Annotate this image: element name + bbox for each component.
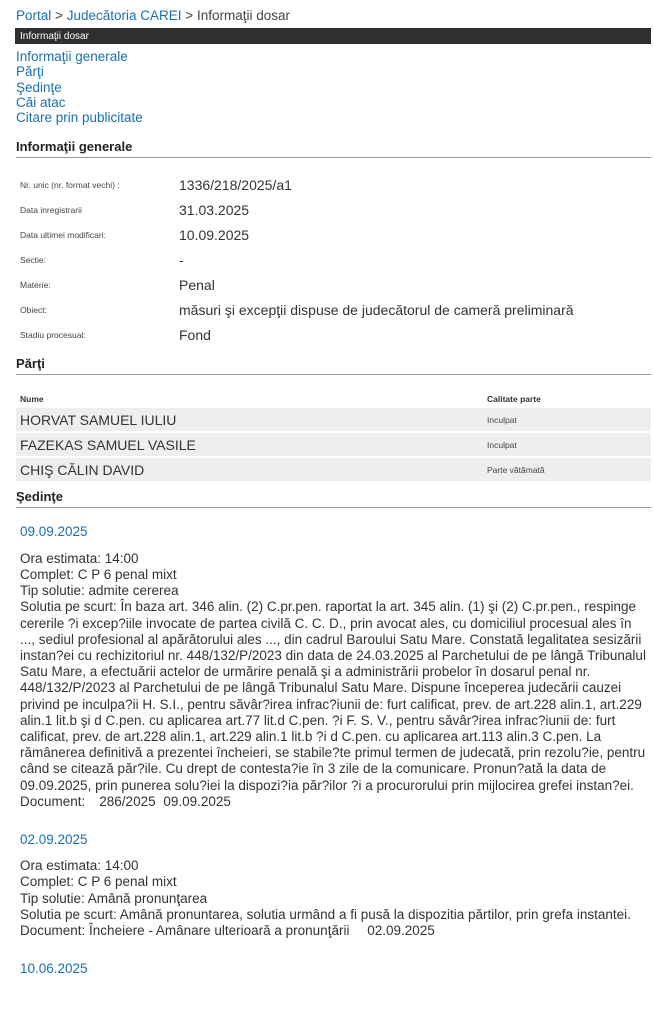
session-panel: Complet: C P 6 penal mixt [20,874,177,890]
info-row-last-modified [16,222,651,247]
session-summary: Solutia pe scurt: Amână pronuntarea, solutia urmând a fi pusă la dispozitia părtilor, prin grefa instantei. [20,906,631,922]
session-date: 10.06.2025 [20,961,88,977]
nav-link-public-summons[interactable]: Citare prin publicitate [16,110,143,126]
nav-link-sessions[interactable]: Şedinţe [16,79,62,95]
party-name: HORVAT SAMUEL IULIU [20,411,177,428]
info-label: Stadiu procesual: [20,329,86,340]
section-nav [16,49,651,125]
session-solution-type: Tip solutie: admite cererea [20,583,179,599]
nav-link-parties[interactable]: Părţi [16,64,44,80]
info-row-procedural-stage [16,322,651,347]
info-value: măsuri şi excepţii dispuse de judecătorul de cameră preliminară [179,301,574,318]
general-info-title: Informaţii generale [16,139,651,158]
table-row [16,408,651,431]
column-header-name: Nume [20,394,44,405]
party-quality: Inculpat [487,439,517,450]
session-entry [16,961,651,977]
info-value: Fond [179,326,211,343]
party-quality: Parte vătămată [487,464,545,475]
info-value: Penal [179,276,215,293]
table-row [16,458,651,481]
breadcrumb [16,0,651,28]
session-entry [16,832,651,939]
session-time: Ora estimata: 14:00 [20,550,139,566]
nav-link-appeals[interactable]: Căi atac [16,94,66,110]
breadcrumb-separator: > [185,8,194,23]
session-summary: Solutia pe scurt: În baza art. 346 alin. (2) C.pr.pen. raportat la art. 345 alin. (1) şi (2) C.pr.pen., respinge cererile ?i excep?iile invocate de partea civilă C. C. D., prin avocat ales, cu domiciliul procesual ales în ..., sediul profesional al apărătorului ales ..., din cadrul Baroului Satu Mare. Constată legalitatea sesizării instan?ei cu rechizitoriul nr. 448/132/P/2023 din data de 24.03.2025 al Parchetului de pe lângă Tribunalul Satu Mare, a efectuării actelor de urmărire penală şi a administrării probelor în dosarul penal nr. 448/132/P/2023 al Parchetului de pe lângă Tribunalul Satu Mare. Dispune începerea judecării cauzei privind pe inculpa?ii H. S.I., pentru săvâr?irea infrac?iunii de: furt calificat, prev. de art.228 alin.1, art.229 alin.1 lit.b şi d C.pen. cu aplicarea art.77 lit.d C.pen. ?i F. S. V., pentru săvâr?irea infrac?iunii de: furt calificat, prev. de art.228 alin.1, art.229 alin.1 lit.b ?i d C.pen. cu aplicarea art.113 alin.3 C.pen. La rămânerea definitivă a prezentei încheieri, se stabile?te primul termen de judecată, prin rezolu?ie, pentru când se citează păr?ile. Cu drept de contesta?ie în 3 zile de la comunicare. Pronun?ată la data de 09.09.2025, prin punerea solu?iei la dispozi?ia păr?ilor ?i a procurorului prin mijlocirea grefei instan?ei. [20,599,646,793]
parties-table-header [16,392,651,406]
general-info-table [16,172,651,347]
info-label: Data inregistrarii [20,204,82,215]
info-value: - [179,251,184,268]
sessions-title: Şedinţe [16,489,651,508]
nav-link-general-info[interactable]: Informaţii generale [16,49,128,64]
document-label: Document: [20,793,86,809]
session-document [20,794,651,810]
info-label: Sectie: [20,254,46,265]
info-label: Materie: [20,279,51,290]
document-name: Încheiere - Amânare ulterioară a pronunţării [89,922,350,938]
info-row-section [16,247,651,272]
session-time: Ora estimata: 14:00 [20,858,139,874]
document-date: 02.09.2025 [367,922,435,938]
breadcrumb-current: Informaţii dosar [196,8,290,23]
party-name: FAZEKAS SAMUEL VASILE [20,436,196,453]
session-panel: Complet: C P 6 penal mixt [20,566,177,582]
info-row-case-number [16,172,651,197]
session-date: 02.09.2025 [20,831,88,847]
document-name: 286/2025 [99,793,156,809]
info-row-registration-date [16,197,651,222]
session-solution-type: Tip solutie: Amână pronunţarea [20,890,208,906]
party-name: CHIŞ CĂLIN DAVID [20,461,145,478]
info-label: Data ultimei modificari: [20,229,106,240]
document-date: 09.09.2025 [163,793,231,809]
session-date: 09.09.2025 [20,524,88,540]
session-document [20,923,651,939]
breadcrumb-separator: > [55,8,63,23]
parties-title: Părţi [16,356,651,375]
info-row-matter [16,272,651,297]
breadcrumb-court-link[interactable]: Judecătoria CAREI [66,8,182,23]
party-quality: Inculpat [487,414,517,425]
info-value: 31.03.2025 [179,201,250,218]
info-value: 10.09.2025 [179,226,250,243]
table-row [16,433,651,456]
info-value: 1336/218/2025/a1 [179,176,292,193]
document-label: Document: [20,922,86,938]
info-row-object [16,297,651,322]
session-entry [16,524,651,809]
header-bar: Informaţii dosar [15,28,651,44]
column-header-quality: Calitate parte [487,394,541,405]
info-label: Obiect: [20,304,47,315]
info-label: Nr. unic (nr. format vechi) : [20,179,120,190]
breadcrumb-portal-link[interactable]: Portal [16,8,52,23]
